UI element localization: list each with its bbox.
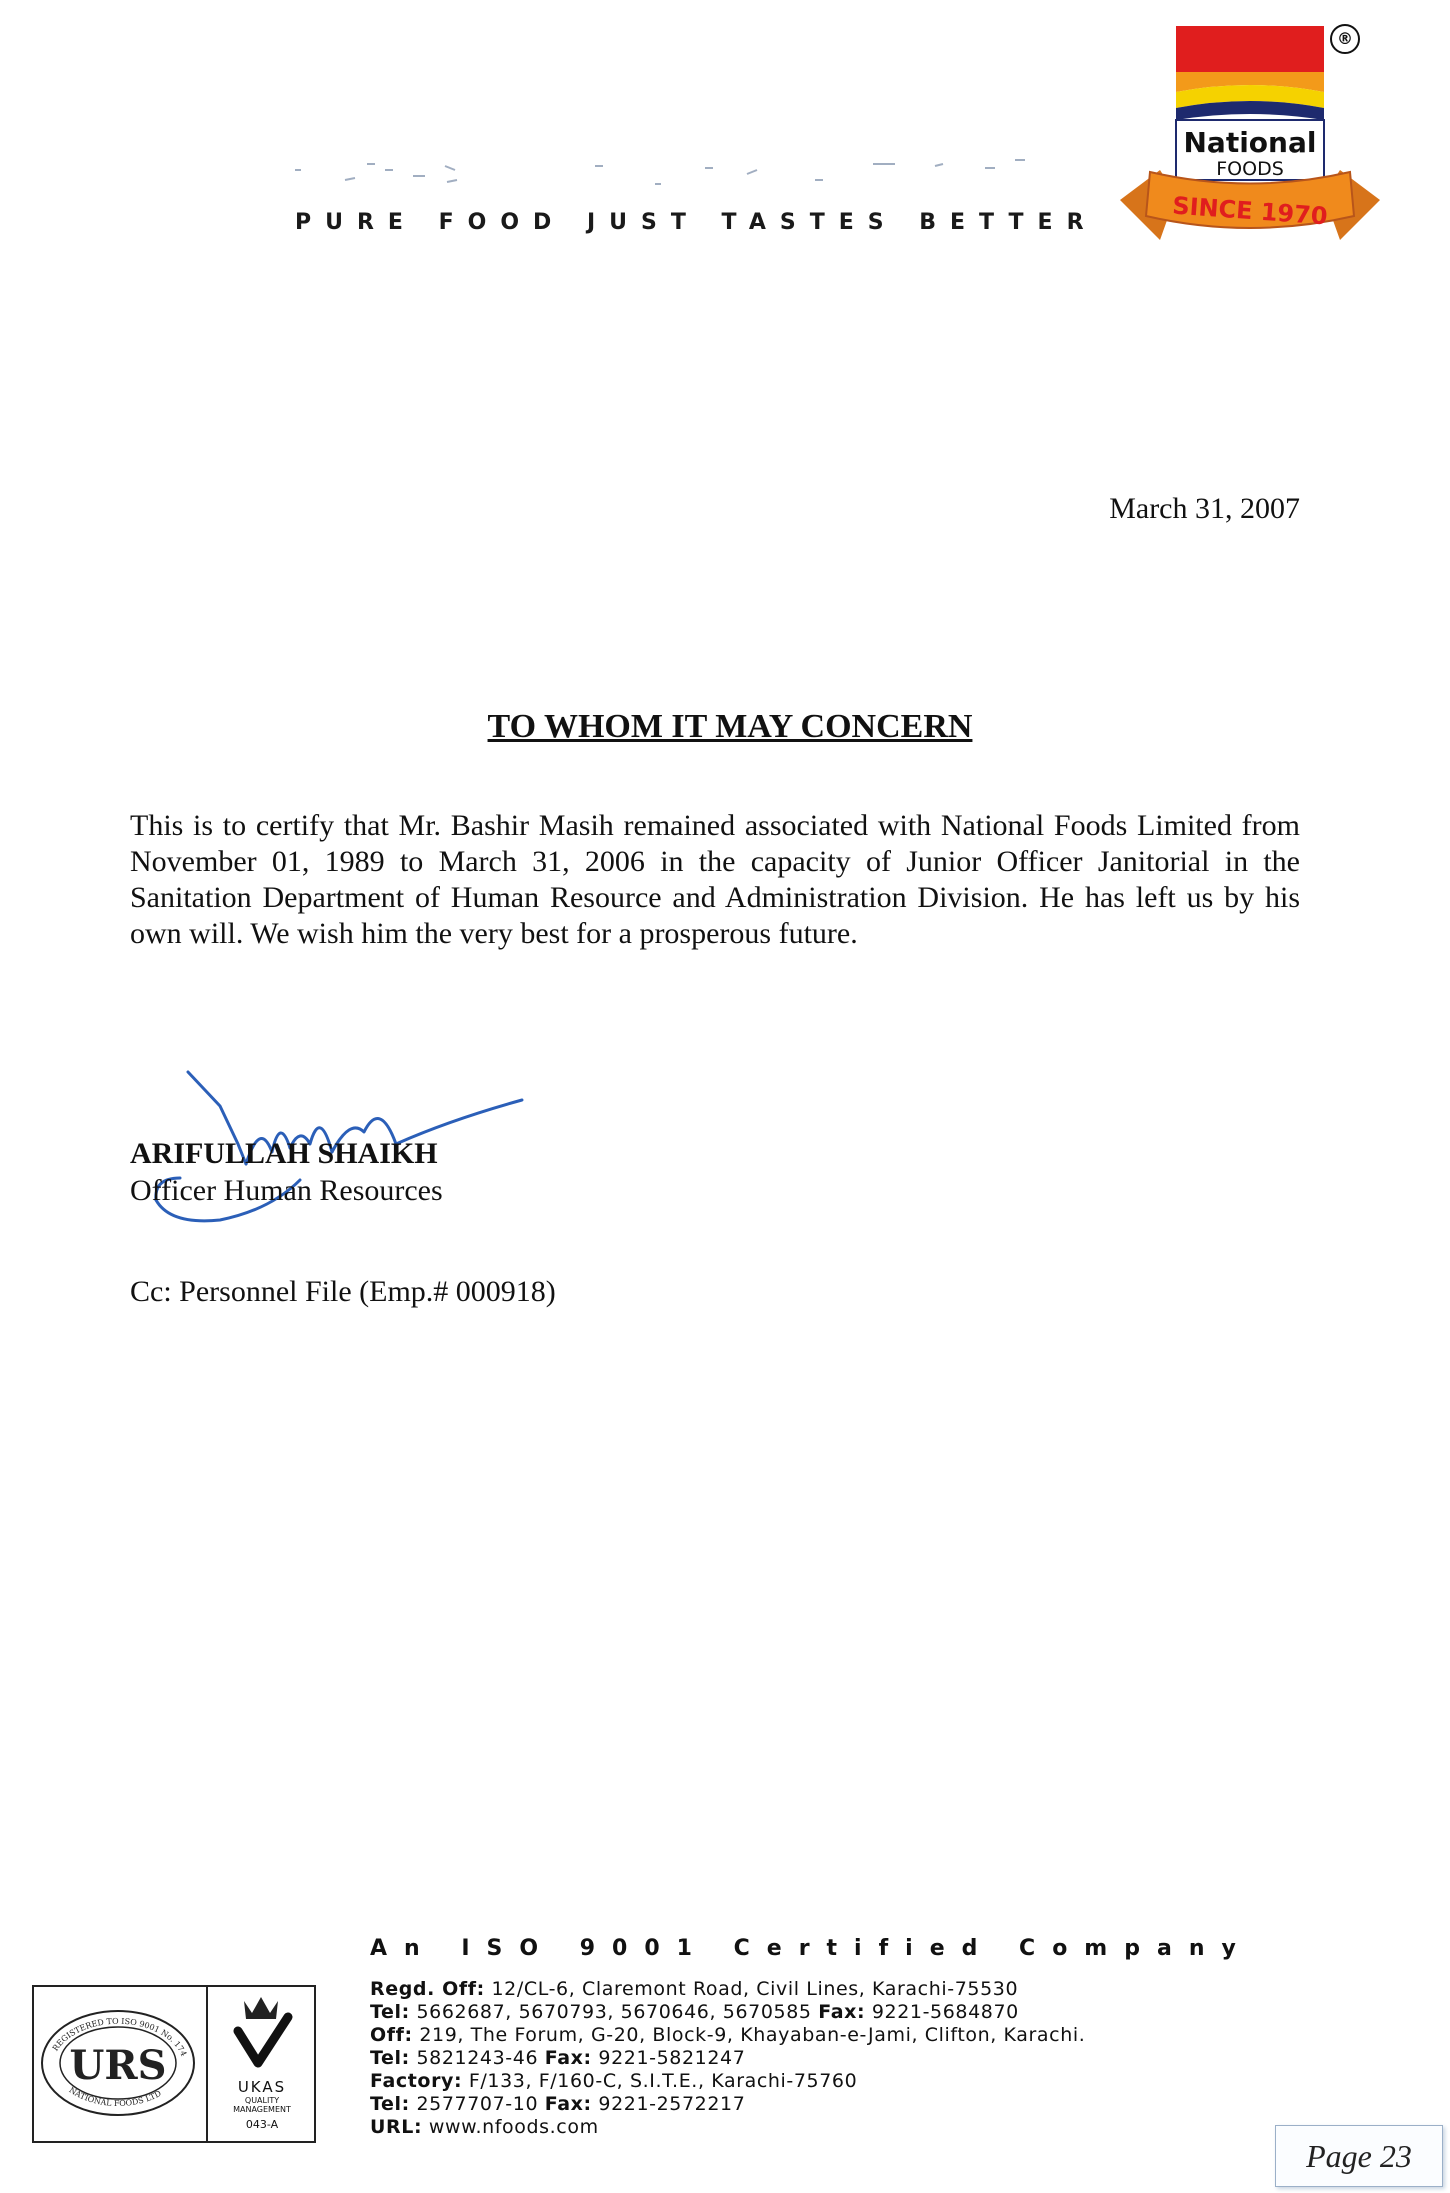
company-tagline: PURE FOOD JUST TASTES BETTER — [295, 210, 1098, 235]
logo-brand-text: National — [1183, 126, 1317, 159]
signer-title: Officer Human Resources — [130, 1174, 443, 1207]
contact-line-factory-phone: Tel: 2577707-10 Fax: 9221-2572217 — [370, 2093, 746, 2115]
urs-badge — [32, 1985, 208, 2143]
faded-header-marks — [295, 150, 1035, 198]
cc-line: Cc: Personnel File (Emp.# 000918) — [130, 1275, 556, 1308]
urs-text: URS — [69, 2042, 167, 2089]
letter-heading: TO WHOM IT MAY CONCERN — [487, 708, 973, 745]
logo-red-band — [1176, 26, 1324, 72]
urs-ring-top-text: REGISTERED TO ISO 9001 No. 174 — [50, 2016, 189, 2058]
ukas-code: 043-A — [245, 2118, 279, 2131]
letter-date: March 31, 2007 — [1109, 492, 1300, 525]
urs-ring-bottom-text: NATIONAL FOODS LTD — [67, 2085, 163, 2109]
registered-trademark-icon: ® — [1330, 24, 1360, 54]
crown-icon — [244, 1997, 278, 2019]
contact-line-url: URL: www.nfoods.com — [370, 2116, 599, 2138]
national-foods-logo — [1100, 20, 1400, 260]
ukas-label: UKAS — [237, 2078, 287, 2096]
logo-sub-text: FOODS — [1216, 158, 1284, 180]
logo-ribbon-text: SINCE 1970 — [1171, 191, 1329, 231]
contact-line-regd-office: Regd. Off: 12/CL-6, Claremont Road, Civil Lines, Karachi-75530 — [370, 1978, 1019, 2000]
contact-line-factory: Factory: F/133, F/160-C, S.I.T.E., Karachi-75760 — [370, 2070, 858, 2092]
ukas-subtitle: QUALITY MANAGEMENT — [233, 2096, 291, 2114]
contact-line-office-phone: Tel: 5821243-46 Fax: 9221-5821247 — [370, 2047, 746, 2069]
letter-body: This is to certify that Mr. Bashir Masih remained associated with National Foods Limited from November 01, 1989 to March 31, 2006 in the capacity of Junior Officer Janitorial in the Sanitation Department of Human Resource and Administration Division. He has left us by his own will. We wish him the very best for a prosperous future. — [130, 809, 1300, 950]
check-icon — [238, 2017, 288, 2063]
contact-line-regd-phone: Tel: 5662687, 5670793, 5670646, 5670585 Fax: 9221-5684870 — [370, 2001, 1019, 2023]
signer-name: ARIFULLAH SHAIKH — [130, 1137, 438, 1170]
company-contacts — [370, 1978, 1085, 2139]
contact-line-office: Off: 219, The Forum, G-20, Block-9, Khayaban-e-Jami, Clifton, Karachi. — [370, 2024, 1086, 2046]
iso-certification-line: An ISO 9001 Certified Company — [370, 1936, 1253, 1961]
page-number-label: Page 23 — [1275, 2125, 1443, 2187]
